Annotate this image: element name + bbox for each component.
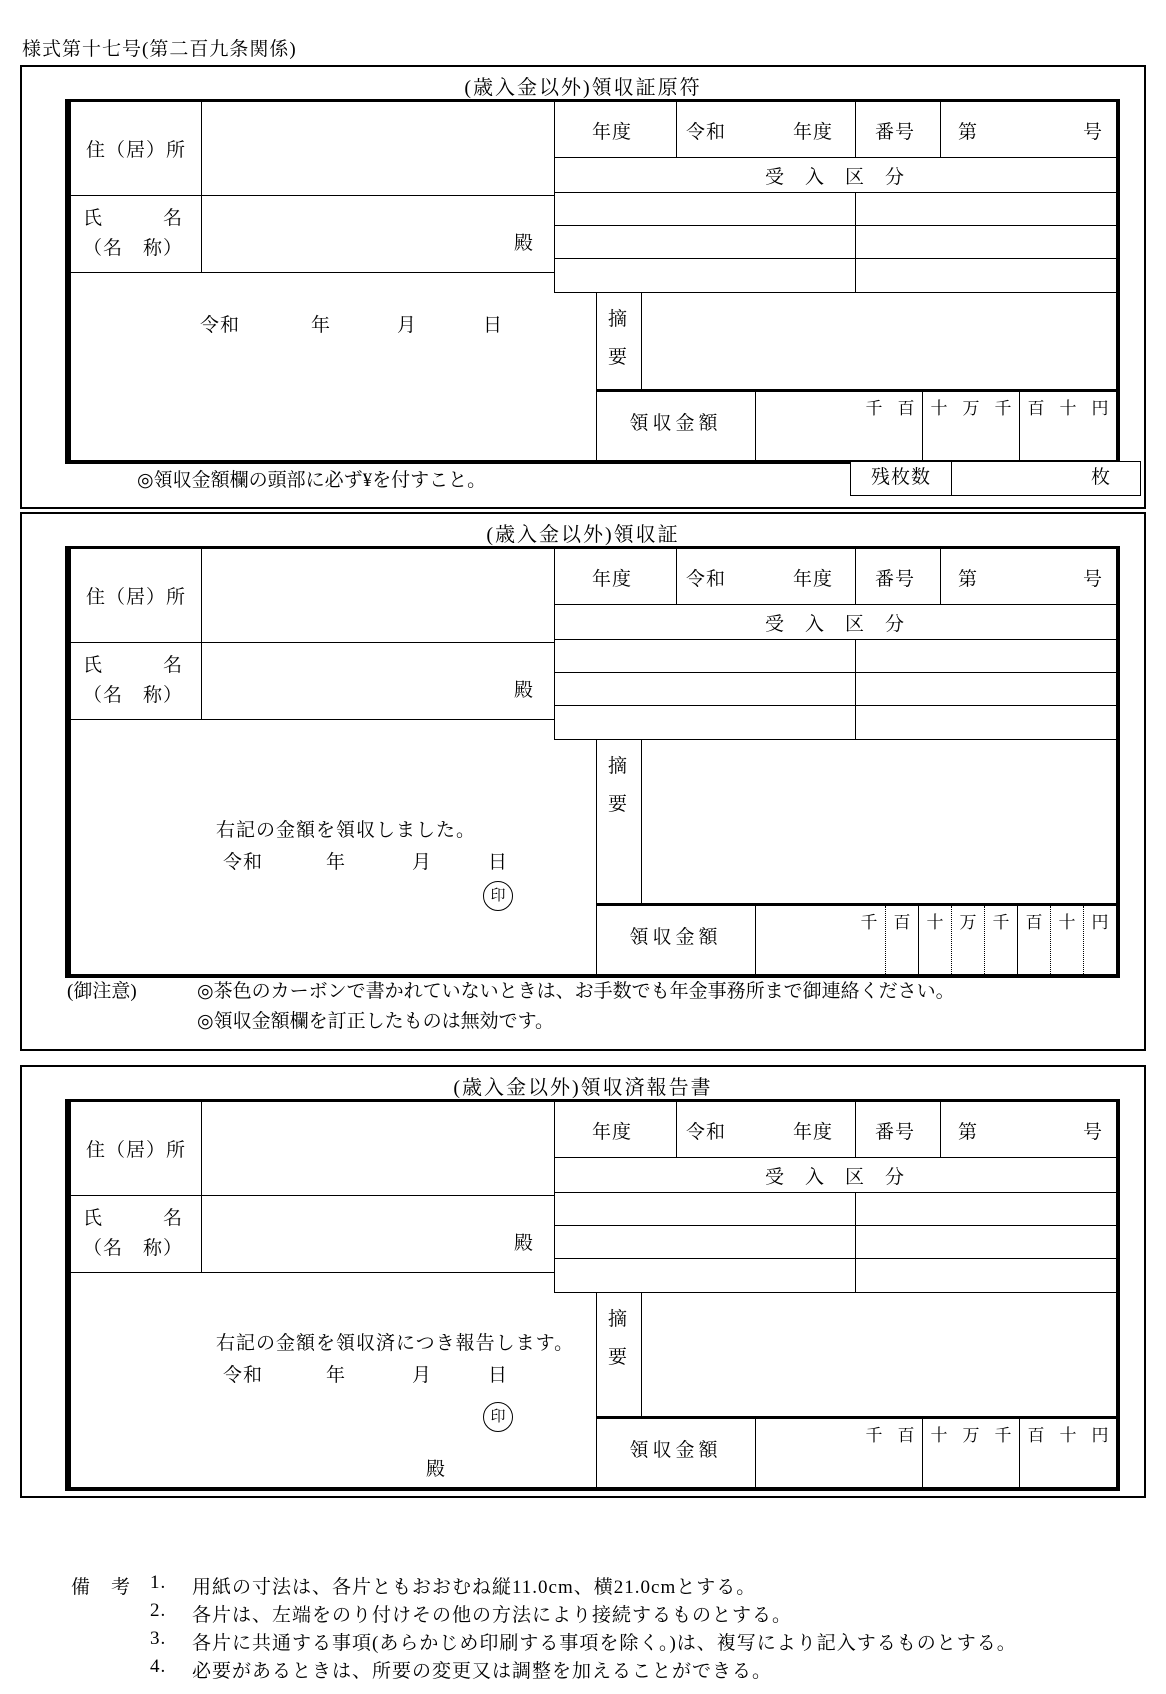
digit-marker: 円 [1083,906,1116,974]
grid-line [554,258,1116,259]
date-year-label: 年 [326,852,347,873]
digit-marker: 万 [951,906,984,974]
grid-line [201,1102,202,1272]
digit-marker: 万 [962,399,980,418]
grid-line [855,1192,856,1292]
seal-mark: 印 [483,1402,513,1432]
digit-marker: 十 [1059,399,1077,418]
grid-line [641,739,642,906]
digit-marker: 万 [962,1426,980,1445]
caution-note-1: ◎茶色のカーボンで書かれていないときは、お手数でも年金事務所まで御連絡ください。 [197,981,955,1002]
era-header: 令和 [686,1122,727,1143]
fiscal-year-suffix: 年度 [793,122,834,143]
grid-line [554,1157,1116,1158]
grid-line [71,1195,554,1196]
grid-line [554,639,1116,640]
tekiyo-label-1: 摘 [608,309,629,330]
grid-line [554,1102,555,1292]
tekiyo-label-2: 要 [608,794,629,815]
amount-value-cell [756,906,1116,974]
section-title: (歳入金以外)領収証 [486,524,680,546]
grid-line [201,549,202,719]
fiscal-year-suffix: 年度 [793,1122,834,1143]
date-year-label: 年 [311,315,332,336]
fiscal-year-header: 年度 [592,122,633,143]
honorific-dono: 殿 [514,233,535,254]
caution-note-2: ◎領収金額欄を訂正したものは無効です。 [197,1011,555,1032]
tekiyo-label-2: 要 [608,347,629,368]
amount-label: 領収金額 [596,906,756,974]
section-title: (歳入金以外)領収証原符 [464,77,702,99]
form-section-receipt [20,512,1146,1051]
remark-item-text: 各片に共通する事項(あらかじめ印刷する事項を除く。)は、複写により記入するものとする。 [192,1633,1017,1654]
go-label: 号 [1083,122,1104,143]
date-month-label: 月 [412,852,433,873]
remark-item-text: 各片は、左端をのり付けその他の方法により接続するものとする。 [192,1605,793,1626]
grid-line [855,639,856,739]
grid-line [554,1292,1116,1293]
digit-marker: 千 [865,399,883,418]
grid-line [940,102,941,157]
digit-marker: 千 [994,1426,1012,1445]
go-label: 号 [1083,1122,1104,1143]
form-table [65,99,1120,464]
remark-item-number: 2. [150,1600,167,1621]
grid-line [855,549,856,604]
amount-row [596,1416,1116,1487]
grid-line [554,1192,1116,1193]
grid-line [554,1225,1116,1226]
seal-mark: 印 [483,881,513,911]
form-section-payment-report [20,1065,1146,1498]
number-header: 番号 [875,569,916,590]
tekiyo-label-1: 摘 [608,756,629,777]
grid-line [71,272,554,273]
grid-line [554,102,555,292]
grid-line [940,549,941,604]
grid-line [71,195,554,196]
grid-line [554,292,1116,293]
address-label: 住（居）所 [85,1140,186,1161]
grid-line [641,1292,642,1419]
grid-line [71,642,554,643]
digit-marker: 百 [1017,906,1050,974]
grid-line [554,705,1116,706]
remark-item-number: 1. [150,1572,167,1593]
era-header: 令和 [686,569,727,590]
name-label-line2: （名 称） [83,685,184,706]
dai-label: 第 [958,1122,979,1143]
digit-marker: 千 [865,1426,883,1445]
remark-item-number: 4. [150,1656,167,1677]
amount-label: 領収金額 [596,1419,756,1487]
grid-line [676,549,677,604]
stub-note: ◎領収金額欄の頭部に必ず¥を付すこと。 [137,470,487,491]
grid-line [554,604,1116,605]
amount-label: 領収金額 [596,392,756,460]
remark-item-text: 必要があるときは、所要の変更又は調整を加えることができる。 [192,1661,773,1682]
grid-line [554,1258,1116,1259]
address-label: 住（居）所 [85,140,186,161]
grid-line [554,672,1116,673]
grid-line [554,225,1116,226]
date-era-label: 令和 [223,1365,264,1386]
fiscal-year-header: 年度 [592,1122,633,1143]
date-year-label: 年 [326,1365,347,1386]
amount-digit-markers [858,392,1116,460]
digit-marker: 千 [860,913,878,932]
grid-line [855,102,856,157]
dai-label: 第 [958,122,979,143]
grid-line [676,102,677,157]
remaining-sheets-unit: 枚 [1090,467,1110,488]
ukeire-kubun-header: 受 入 区 分 [764,167,905,188]
name-label-line2: （名 称） [83,1238,184,1259]
address-label: 住（居）所 [85,587,186,608]
grid-line [201,102,202,272]
grid-line [855,1102,856,1157]
name-label-line1: 氏 名 [83,208,184,229]
grid-line [71,1272,554,1273]
grid-line [940,1102,941,1157]
digit-marker: 百 [1019,392,1052,460]
date-era-label: 令和 [200,315,241,336]
amount-digit-markers [858,1419,1116,1487]
form-number-heading: 様式第十七号(第二百九条関係) [22,39,297,60]
section-title: (歳入金以外)領収済報告書 [453,1077,713,1099]
tekiyo-label-1: 摘 [608,1309,629,1330]
remark-item-text: 用紙の寸法は、各片ともおおむね縦11.0cm、横21.0cmとする。 [192,1577,757,1598]
date-day-label: 日 [488,1365,509,1386]
date-month-label: 月 [397,315,418,336]
grid-line [554,739,1116,740]
grid-line [676,1102,677,1157]
digit-marker: 百 [1019,1419,1052,1487]
date-day-label: 日 [483,315,504,336]
go-label: 号 [1083,569,1104,590]
form-table [65,546,1120,978]
grid-line [71,719,554,720]
digit-marker: 円 [1091,399,1109,418]
digit-marker: 十 [918,906,951,974]
remaining-sheets-table [850,461,1141,496]
name-label-line2: （名 称） [83,238,184,259]
digit-marker: 十 [1059,1426,1077,1445]
grid-line [554,157,1116,158]
form-table [65,1099,1120,1491]
digit-marker: 十 [922,392,955,460]
honorific-dono-bottom: 殿 [426,1459,447,1480]
digit-marker: 十 [922,1419,955,1487]
caution-label: (御注意) [67,981,137,1002]
number-header: 番号 [875,122,916,143]
amount-value-cell [756,392,1116,460]
report-sentence: 右記の金額を領収済につき報告します。 [216,1333,575,1354]
digit-marker: 百 [897,1426,915,1445]
receipt-sentence: 右記の金額を領収しました。 [216,820,477,841]
digit-marker: 百 [885,906,918,974]
honorific-dono: 殿 [514,1233,535,1254]
amount-row [596,903,1116,974]
name-label-line1: 氏 名 [83,1208,184,1229]
amount-digit-markers [853,906,1116,974]
date-era-label: 令和 [223,852,264,873]
fiscal-year-suffix: 年度 [793,569,834,590]
digit-marker: 円 [1091,1426,1109,1445]
grid-line [554,192,1116,193]
date-day-label: 日 [488,852,509,873]
remarks-label: 備 考 [71,1577,132,1598]
tekiyo-label-2: 要 [608,1347,629,1368]
digit-marker: 千 [984,906,1017,974]
ukeire-kubun-header: 受 入 区 分 [764,1167,905,1188]
fiscal-year-header: 年度 [592,569,633,590]
number-header: 番号 [875,1122,916,1143]
grid-line [641,292,642,392]
remark-item-number: 3. [150,1628,167,1649]
digit-marker: 百 [897,399,915,418]
dai-label: 第 [958,569,979,590]
amount-row [596,389,1116,460]
remaining-sheets-label: 残枚数 [851,462,952,495]
date-month-label: 月 [412,1365,433,1386]
era-header: 令和 [686,122,727,143]
name-label-line1: 氏 名 [83,655,184,676]
digit-marker: 千 [994,399,1012,418]
grid-line [554,549,555,739]
digit-marker: 十 [1050,906,1083,974]
grid-line [855,192,856,292]
honorific-dono: 殿 [514,680,535,701]
amount-value-cell [756,1419,1116,1487]
form-section-receipt-stub [20,65,1146,509]
ukeire-kubun-header: 受 入 区 分 [764,614,905,635]
